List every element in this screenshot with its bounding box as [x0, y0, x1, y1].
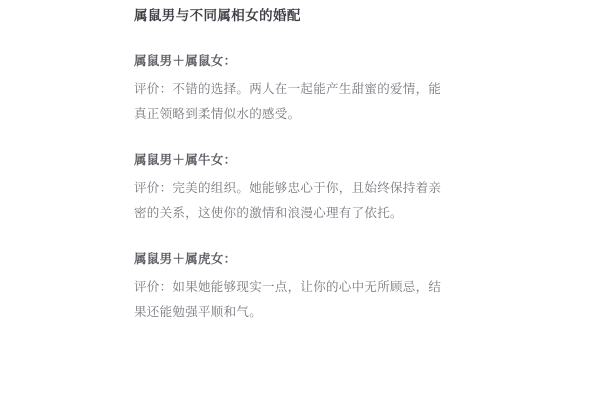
entry-body: [134, 77, 444, 127]
entry-heading: 属鼠男＋属鼠女：: [134, 54, 237, 68]
entry-text: 完美的组织。她能够忠心于你，且始终保持着亲密的关系，这使你的激情和浪漫心理有了依托。: [134, 181, 442, 220]
right-margin: [492, 0, 600, 400]
page-title: 属鼠男与不同属相女的婚配: [134, 8, 301, 23]
entry-text: 不错的选择。两人在一起能产生甜蜜的爱情，能真正领略到柔情似水的感受。: [134, 82, 442, 121]
document-content: [88, 0, 492, 400]
left-margin: [0, 0, 88, 400]
compatibility-entry: [134, 149, 492, 226]
entry-body: [134, 275, 444, 325]
entry-label: 评价：: [134, 181, 173, 195]
entry-label: 评价：: [134, 82, 173, 96]
entry-heading: 属鼠男＋属牛女：: [134, 153, 237, 167]
entry-body: [134, 176, 444, 226]
entry-label: 评价：: [134, 280, 173, 294]
compatibility-entry: [134, 50, 492, 127]
entry-heading: 属鼠男＋属虎女：: [134, 252, 237, 266]
compatibility-entry: [134, 248, 492, 325]
entry-text: 如果她能够现实一点，让你的心中无所顾忌，结果还能勉强平顺和气。: [134, 280, 442, 319]
